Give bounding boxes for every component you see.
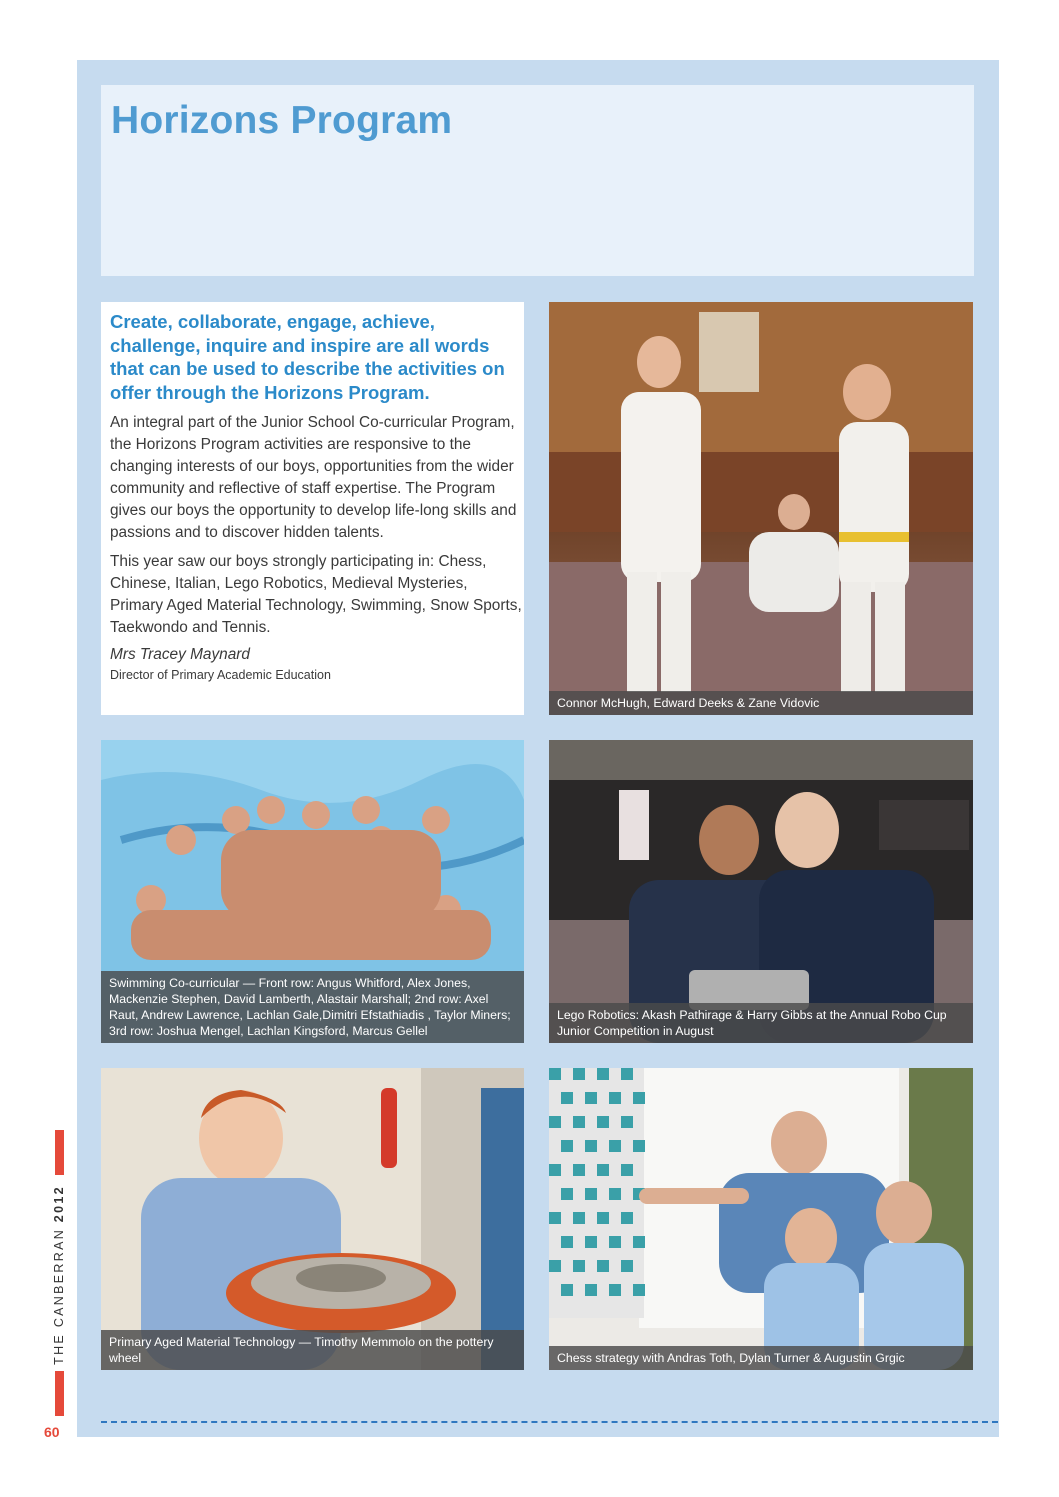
photo-caption: Primary Aged Material Technology — Timothy Memmolo on the pottery wheel: [101, 1330, 524, 1370]
photo-swimming: [101, 740, 524, 1043]
footer-dashed-rule: [101, 1421, 998, 1423]
page-number: 60: [44, 1424, 60, 1440]
intro-box: [101, 302, 524, 715]
photo-taekwondo: [549, 302, 973, 715]
taekwondo-image: [549, 302, 973, 715]
signature-role: Director of Primary Academic Education: [110, 668, 331, 682]
lead-paragraph: Create, collaborate, engage, achieve, challenge, inquire and inspire are all words that can be used to describe the activities on offer through the Horizons Program.: [110, 311, 505, 403]
title-box: [101, 85, 974, 276]
photo-caption: Chess strategy with Andras Toth, Dylan Turner & Augustin Grgic: [549, 1346, 973, 1370]
publication-sidebar: [52, 1185, 66, 1365]
side-accent-bar-bottom: [55, 1371, 64, 1416]
photo-lego-robotics: [549, 740, 973, 1043]
photo-caption: Swimming Co-curricular — Front row: Angus Whitford, Alex Jones, Mackenzie Stephen, David Lamberth, Alastair Marshall; 2nd row: Axel Raut, Andrew Lawrence, Lachlan Gale,Dimitri Efstathiadis , Taylor Miners; 3rd row: Joshua Mengel, Lachlan Kingsford, Marcus Gellel: [101, 971, 524, 1043]
intro-text: [110, 310, 522, 682]
photo-caption: Connor McHugh, Edward Deeks & Zane Vidovic: [549, 691, 973, 715]
side-accent-bar-top: [55, 1130, 64, 1175]
photo-chess: [549, 1068, 973, 1370]
publication-year: 2012: [52, 1185, 66, 1223]
body-paragraph-1: An integral part of the Junior School Co-curricular Program, the Horizons Program activities are responsive to the changing interests of our boys, opportunities from the wider community and reflective of staff expertise. The Program gives our boys the opportunity to develop life-long skills and passions and to discover hidden talents.: [110, 414, 517, 541]
lego-robotics-image: [549, 740, 973, 1043]
pottery-image: [101, 1068, 524, 1370]
page-title: Horizons Program: [111, 99, 453, 142]
photo-caption: Lego Robotics: Akash Pathirage & Harry Gibbs at the Annual Robo Cup Junior Competition in August: [549, 1003, 973, 1043]
publication-name: THE CANBERRAN: [52, 1227, 66, 1365]
body-paragraph-2: This year saw our boys strongly participating in: Chess, Chinese, Italian, Lego Robotics, Medieval Mysteries, Primary Aged Material Technology, Swimming, Snow Sports, Taekwondo and Tennis.: [110, 553, 522, 636]
chess-image: [549, 1068, 973, 1370]
signature-name: Mrs Tracey Maynard: [110, 646, 250, 663]
photo-pottery: [101, 1068, 524, 1370]
